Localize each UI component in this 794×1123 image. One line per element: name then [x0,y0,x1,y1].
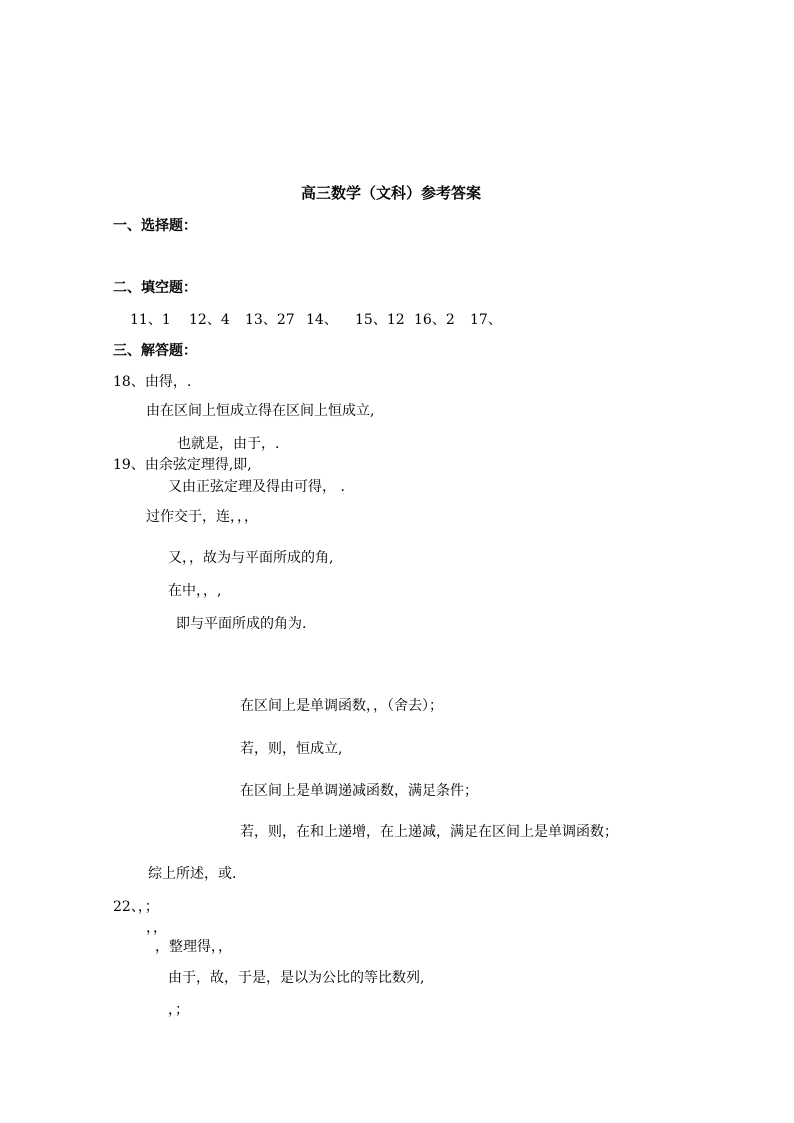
q20-line: 在中，，, [168,583,222,599]
q21-line: 在区间上是单调递减函数，满足条件； [240,783,478,799]
q21-line: 若，则，在和上递增，在上递减，满足在区间上是单调函数； [240,824,618,840]
fill-answer: 16、2 [414,312,455,328]
q22-line: ，， [146,920,167,936]
q22-line: ，整理得，， [155,939,232,955]
q22-line: ，； [168,1002,189,1018]
q20-line: 又，，故为与平面所成的角, [168,550,334,566]
section-heading-choice: 一、选择题： [113,218,197,234]
q22-line: 22、，； [113,899,159,915]
q20-line: 过作交于，连，，， [146,509,258,525]
q21-line: 在区间上是单调函数，，（舍去）； [240,698,443,714]
q21-line: 若，则，恒成立, [240,741,343,757]
fill-answer: 17、 [470,312,502,328]
fill-answer: 13、27 [245,312,295,328]
section-heading-fill: 二、填空题： [113,280,197,296]
q19-line: 又由正弦定理及得由可得， . [168,479,345,495]
fill-answer: 11、1 [130,312,171,328]
q22-line: 由于，故，于是，是以为公比的等比数列, [168,970,425,986]
q20-line: 即与平面所成的角为. [176,616,307,632]
q18-line: 由在区间上恒成立得在区间上恒成立, [146,403,375,419]
q18-line: 也就是，由于，. [177,436,280,452]
q19-line: 19、由余弦定理得,即, [113,457,252,473]
q21-line: 综上所述，或. [148,866,237,882]
fill-answer: 15、12 [355,312,405,328]
q18-line: 18、由得，. [113,374,192,390]
section-heading-solutions: 三、解答题： [113,343,197,359]
fill-answer: 12、4 [189,312,230,328]
page-title: 高三数学（文科）参考答案 [301,184,482,202]
fill-answer: 14、 [306,312,338,328]
